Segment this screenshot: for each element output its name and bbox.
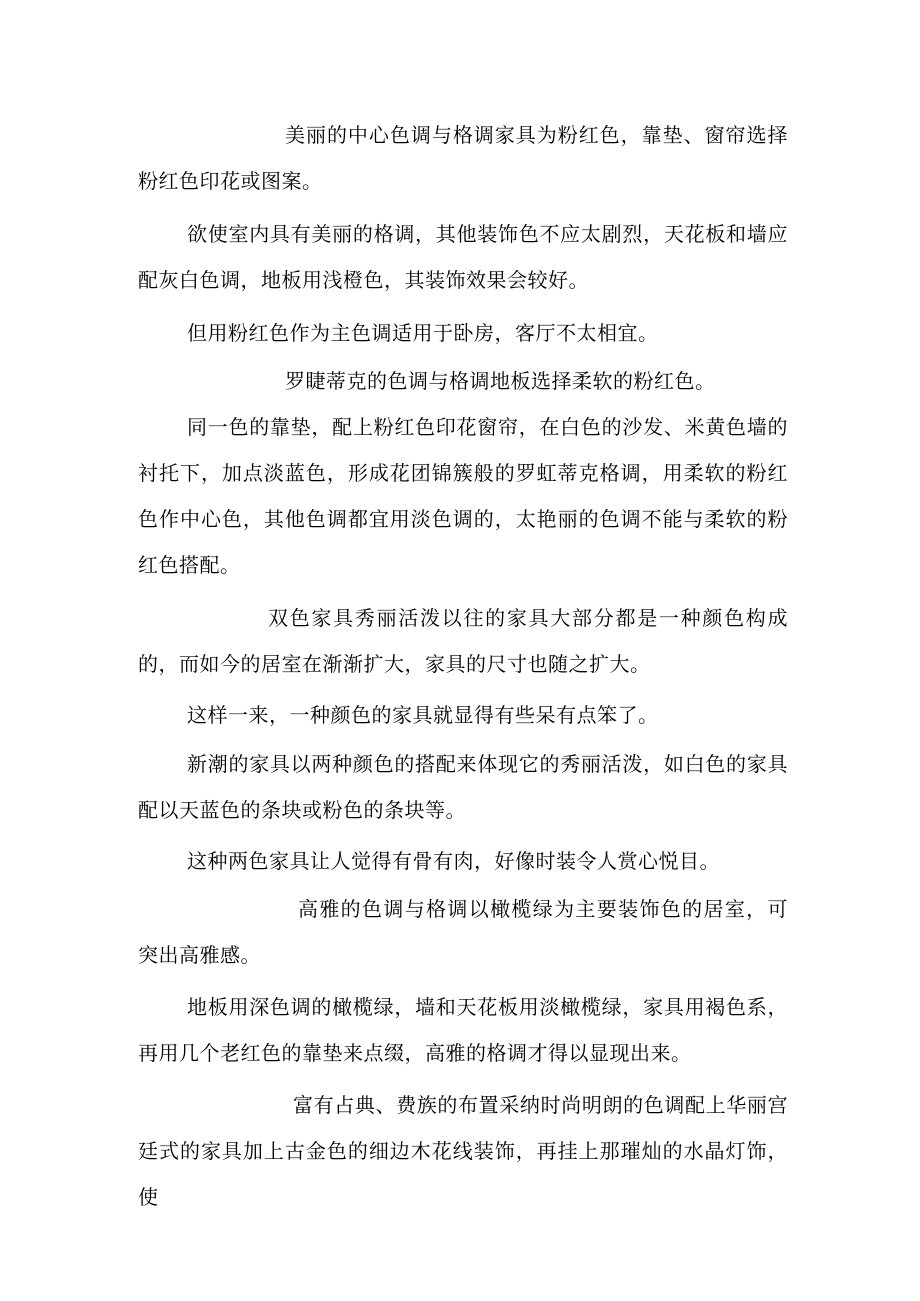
paragraph-romantic-details: 同一色的靠垫，配上粉红色印花窗帘，在白色的沙发、米黄色墙的衬托下，加点淡蓝色，形成花团锦簇般的罗虹蒂克格调，用柔软的粉红色作中心色，其他色调都宜用淡色调的，太艳丽的色调不能与柔软的粉红色搭配。: [138, 415, 788, 577]
paragraph-new-trend-furniture: 新潮的家具以两种颜色的搭配来体现它的秀丽活泼，如白色的家具配以天蓝色的条块或粉色的条块等。: [138, 752, 788, 822]
paragraph-elegant-tone: 高雅的色调与格调以橄榄绿为主要装饰色的居室，可突出高雅感。: [138, 897, 788, 967]
paragraph-romantic-tone: 罗睫蒂克的色调与格调地板选择柔软的粉红色。: [285, 369, 716, 393]
paragraph-pink-bedroom: 但用粉红色作为主色调适用于卧房，客厅不太相宜。: [187, 321, 659, 345]
paragraph-beautiful-tone: 美丽的中心色调与格调家具为粉红色，靠垫、窗帘选择粉红色印花或图案。: [138, 123, 788, 193]
paragraph-two-color-pleasing: 这种两色家具让人觉得有骨有肉，好像时装令人赏心悦目。: [187, 849, 720, 873]
paragraph-two-color-furniture: 双色家具秀丽活泼以往的家具大部分都是一种颜色构成的，而如今的居室在渐渐扩大，家具的尺寸也随之扩大。: [138, 606, 788, 676]
paragraph-olive-green-details: 地板用深色调的橄榄绿，墙和天花板用淡橄榄绿，家具用褐色系，再用几个老红色的靠垫来点缀，高雅的格调才得以显现出来。: [138, 995, 788, 1065]
paragraph-single-color-clumsy: 这样一来，一种颜色的家具就显得有些呆有点笨了。: [187, 703, 659, 727]
paragraph-classical-noble: 富有占典、费族的布置采纳时尚明朗的色调配上华丽宫廷式的家具加上古金色的细边木花线装饰，再挂上那璀灿的水晶灯饰，使: [138, 1093, 788, 1209]
paragraph-beautiful-decoration: 欲使室内具有美丽的格调，其他装饰色不应太剧烈，天花板和墙应配灰白色调，地板用浅橙色，其装饰效果会较好。: [138, 222, 788, 292]
